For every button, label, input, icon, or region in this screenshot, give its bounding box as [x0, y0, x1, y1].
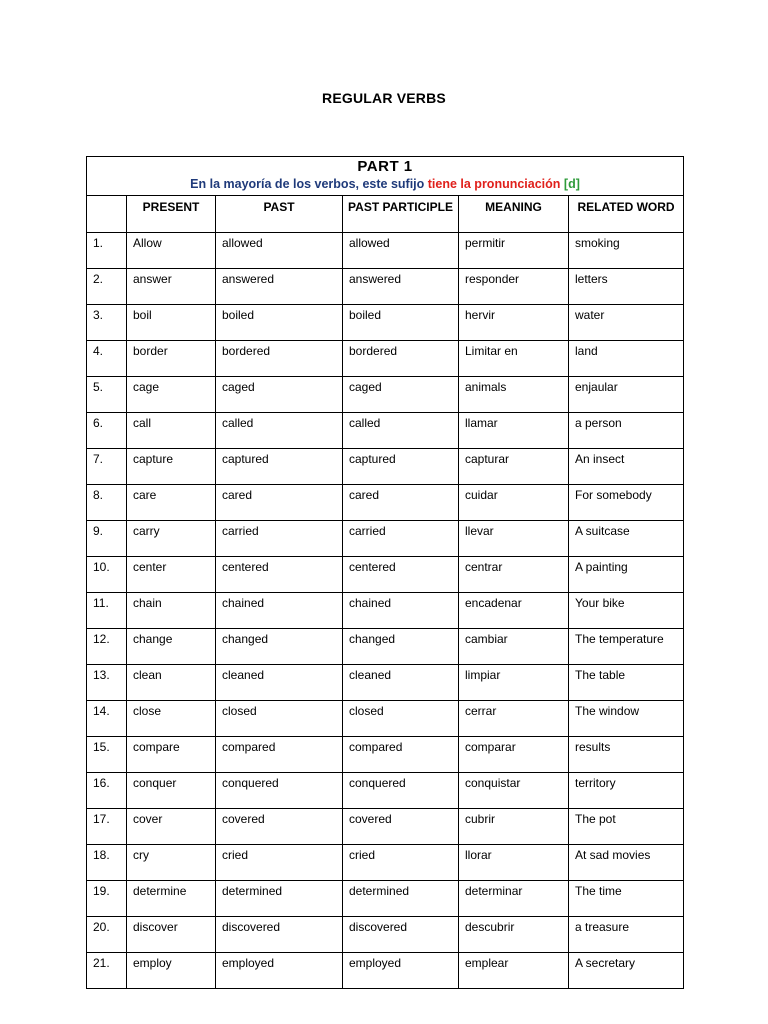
row-number: 1.	[87, 233, 127, 269]
present-cell: cry	[127, 845, 216, 881]
past-cell: boiled	[216, 305, 343, 341]
past-cell: cried	[216, 845, 343, 881]
past-cell: chained	[216, 593, 343, 629]
meaning-cell: cambiar	[459, 629, 569, 665]
table-row	[87, 737, 684, 773]
past-cell: compared	[216, 737, 343, 773]
related-word-cell: The pot	[569, 809, 684, 845]
past-participle-cell: called	[343, 413, 459, 449]
related-word-cell: land	[569, 341, 684, 377]
present-cell: Allow	[127, 233, 216, 269]
present-cell: clean	[127, 665, 216, 701]
present-cell: close	[127, 701, 216, 737]
row-number: 17.	[87, 809, 127, 845]
past-participle-column-header: PAST PARTICIPLE	[343, 196, 459, 233]
meaning-cell: permitir	[459, 233, 569, 269]
meaning-cell: cubrir	[459, 809, 569, 845]
table-row	[87, 233, 684, 269]
present-cell: change	[127, 629, 216, 665]
present-column-header: PRESENT	[127, 196, 216, 233]
row-number: 8.	[87, 485, 127, 521]
meaning-cell: descubrir	[459, 917, 569, 953]
table-row	[87, 701, 684, 737]
row-number: 2.	[87, 269, 127, 305]
row-number: 20.	[87, 917, 127, 953]
present-cell: care	[127, 485, 216, 521]
related-word-cell: a person	[569, 413, 684, 449]
meaning-column-header: MEANING	[459, 196, 569, 233]
table-row	[87, 845, 684, 881]
past-cell: conquered	[216, 773, 343, 809]
table-row	[87, 341, 684, 377]
related-word-cell: The table	[569, 665, 684, 701]
meaning-cell: llorar	[459, 845, 569, 881]
present-cell: capture	[127, 449, 216, 485]
present-cell: border	[127, 341, 216, 377]
part-title: PART 1	[357, 158, 413, 175]
related-word-cell: a treasure	[569, 917, 684, 953]
meaning-cell: Limitar en	[459, 341, 569, 377]
past-participle-cell: cried	[343, 845, 459, 881]
past-participle-cell: answered	[343, 269, 459, 305]
row-number: 16.	[87, 773, 127, 809]
past-cell: caged	[216, 377, 343, 413]
related-word-cell: Your bike	[569, 593, 684, 629]
related-word-cell: water	[569, 305, 684, 341]
present-cell: compare	[127, 737, 216, 773]
part-header-cell	[87, 157, 684, 196]
present-cell: call	[127, 413, 216, 449]
meaning-cell: hervir	[459, 305, 569, 341]
meaning-cell: comparar	[459, 737, 569, 773]
past-cell: bordered	[216, 341, 343, 377]
part-subtitle	[87, 177, 683, 191]
table-row	[87, 449, 684, 485]
past-participle-cell: carried	[343, 521, 459, 557]
part-row	[87, 157, 684, 196]
past-participle-cell: cleaned	[343, 665, 459, 701]
table-row	[87, 593, 684, 629]
past-participle-cell: centered	[343, 557, 459, 593]
past-participle-cell: boiled	[343, 305, 459, 341]
past-participle-cell: compared	[343, 737, 459, 773]
past-participle-cell: discovered	[343, 917, 459, 953]
past-participle-cell: determined	[343, 881, 459, 917]
past-cell: carried	[216, 521, 343, 557]
table-row	[87, 413, 684, 449]
related-word-cell: enjaular	[569, 377, 684, 413]
row-number: 19.	[87, 881, 127, 917]
present-cell: employ	[127, 953, 216, 989]
past-participle-cell: captured	[343, 449, 459, 485]
table-row	[87, 305, 684, 341]
past-participle-cell: closed	[343, 701, 459, 737]
meaning-cell: encadenar	[459, 593, 569, 629]
meaning-cell: responder	[459, 269, 569, 305]
past-cell: determined	[216, 881, 343, 917]
row-number: 13.	[87, 665, 127, 701]
present-cell: cage	[127, 377, 216, 413]
past-column-header: PAST	[216, 196, 343, 233]
row-number: 7.	[87, 449, 127, 485]
present-cell: carry	[127, 521, 216, 557]
related-word-cell: The temperature	[569, 629, 684, 665]
present-cell: cover	[127, 809, 216, 845]
meaning-cell: determinar	[459, 881, 569, 917]
past-cell: allowed	[216, 233, 343, 269]
related-word-cell: smoking	[569, 233, 684, 269]
regular-verbs-table	[86, 156, 684, 989]
past-participle-cell: chained	[343, 593, 459, 629]
present-cell: answer	[127, 269, 216, 305]
past-participle-cell: changed	[343, 629, 459, 665]
row-number: 6.	[87, 413, 127, 449]
past-cell: called	[216, 413, 343, 449]
past-cell: covered	[216, 809, 343, 845]
subtitle-green-text: [d]	[563, 177, 580, 191]
subtitle-blue-text: En la mayoría de los verbos, este sufijo	[190, 177, 428, 191]
row-number: 10.	[87, 557, 127, 593]
table-row	[87, 773, 684, 809]
meaning-cell: cerrar	[459, 701, 569, 737]
row-number: 3.	[87, 305, 127, 341]
table-row	[87, 917, 684, 953]
meaning-cell: capturar	[459, 449, 569, 485]
related-word-cell: For somebody	[569, 485, 684, 521]
past-cell: changed	[216, 629, 343, 665]
related-word-cell: The window	[569, 701, 684, 737]
related-word-cell: A painting	[569, 557, 684, 593]
meaning-cell: cuidar	[459, 485, 569, 521]
row-number: 15.	[87, 737, 127, 773]
table-row	[87, 269, 684, 305]
related-word-cell: An insect	[569, 449, 684, 485]
past-cell: captured	[216, 449, 343, 485]
past-participle-cell: covered	[343, 809, 459, 845]
past-participle-cell: bordered	[343, 341, 459, 377]
present-cell: discover	[127, 917, 216, 953]
related-word-cell: A secretary	[569, 953, 684, 989]
present-cell: chain	[127, 593, 216, 629]
meaning-cell: llevar	[459, 521, 569, 557]
table-row	[87, 377, 684, 413]
related-word-column-header: RELATED WORD	[569, 196, 684, 233]
past-cell: answered	[216, 269, 343, 305]
past-participle-cell: allowed	[343, 233, 459, 269]
present-cell: determine	[127, 881, 216, 917]
past-participle-cell: cared	[343, 485, 459, 521]
table-row	[87, 485, 684, 521]
table-body	[87, 233, 684, 989]
past-cell: centered	[216, 557, 343, 593]
related-word-cell: The time	[569, 881, 684, 917]
meaning-cell: llamar	[459, 413, 569, 449]
meaning-cell: centrar	[459, 557, 569, 593]
past-cell: cared	[216, 485, 343, 521]
row-number: 18.	[87, 845, 127, 881]
past-participle-cell: caged	[343, 377, 459, 413]
row-number: 21.	[87, 953, 127, 989]
row-number: 11.	[87, 593, 127, 629]
present-cell: boil	[127, 305, 216, 341]
past-cell: closed	[216, 701, 343, 737]
table-row	[87, 953, 684, 989]
meaning-cell: limpiar	[459, 665, 569, 701]
table-row	[87, 665, 684, 701]
row-number: 4.	[87, 341, 127, 377]
meaning-cell: emplear	[459, 953, 569, 989]
table-row	[87, 809, 684, 845]
row-number: 9.	[87, 521, 127, 557]
subtitle-red-text: tiene la pronunciación	[427, 177, 564, 191]
row-number: 5.	[87, 377, 127, 413]
past-participle-cell: conquered	[343, 773, 459, 809]
row-number: 12.	[87, 629, 127, 665]
related-word-cell: results	[569, 737, 684, 773]
row-number: 14.	[87, 701, 127, 737]
past-cell: cleaned	[216, 665, 343, 701]
related-word-cell: territory	[569, 773, 684, 809]
related-word-cell: letters	[569, 269, 684, 305]
past-participle-cell: employed	[343, 953, 459, 989]
meaning-cell: conquistar	[459, 773, 569, 809]
table-row	[87, 881, 684, 917]
past-cell: discovered	[216, 917, 343, 953]
number-column-header	[87, 196, 127, 233]
related-word-cell: At sad movies	[569, 845, 684, 881]
present-cell: conquer	[127, 773, 216, 809]
column-header-row	[87, 196, 684, 233]
table-row	[87, 521, 684, 557]
table-row	[87, 557, 684, 593]
past-cell: employed	[216, 953, 343, 989]
document-title: REGULAR VERBS	[322, 90, 446, 106]
table-row	[87, 629, 684, 665]
meaning-cell: animals	[459, 377, 569, 413]
present-cell: center	[127, 557, 216, 593]
related-word-cell: A suitcase	[569, 521, 684, 557]
